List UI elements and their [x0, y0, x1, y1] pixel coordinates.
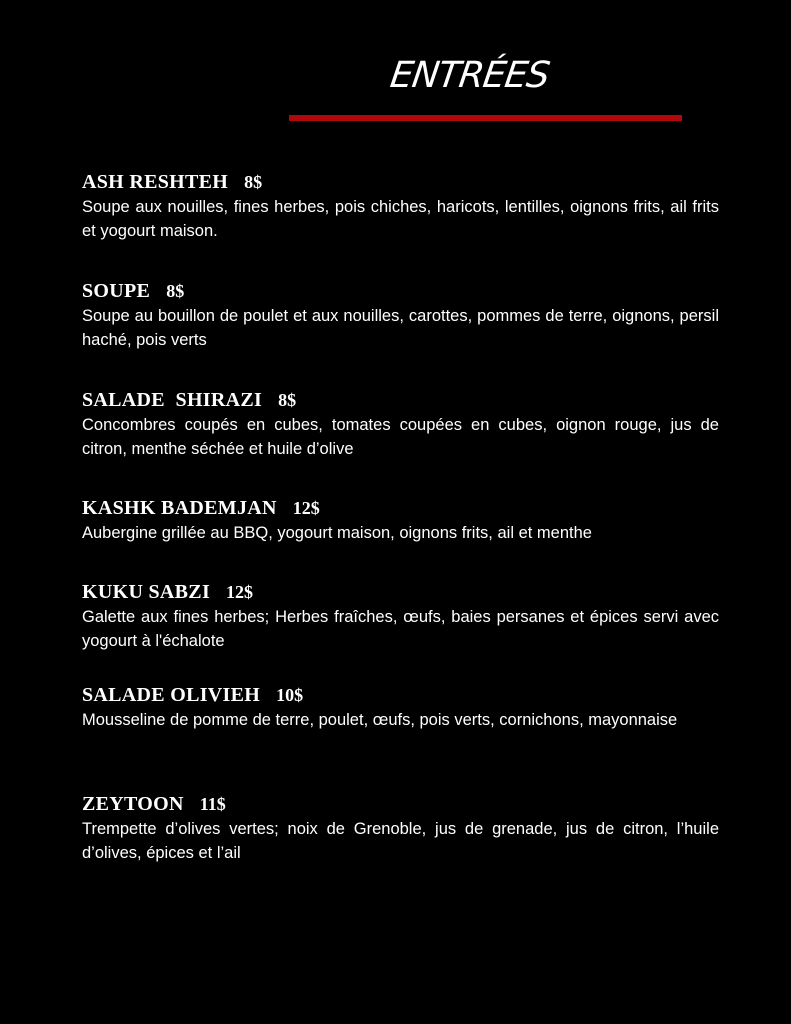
menu-item-price: 12$: [226, 582, 254, 602]
menu-item-price: 8$: [244, 172, 263, 192]
menu-item-zeytoon: [82, 792, 719, 865]
menu-item-soupe: [82, 279, 719, 352]
menu-item-description: Galette aux fines herbes; Herbes fraîches, œufs, baies persanes et épices servi avec yogourt à l'échalote: [82, 608, 719, 650]
page-title: ENTRÉES: [387, 55, 552, 96]
menu-item-kashk-bademjan: [82, 496, 719, 545]
menu-item-name: SALADE SHIRAZI: [82, 389, 263, 411]
menu-item-ash-reshteh: [82, 170, 719, 243]
menu-item-name: ZEYTOON: [82, 793, 184, 815]
menu-item-name: KASHK BADEMJAN: [82, 497, 277, 519]
menu-item-header: [82, 683, 719, 707]
menu-item-name: SOUPE: [82, 280, 151, 302]
menu-item-price: 10$: [276, 685, 304, 705]
menu-item-description: Soupe aux nouilles, fines herbes, pois chiches, haricots, lentilles, oignons frits, ail frits et yogourt maison.: [82, 198, 719, 240]
title-underline: [289, 115, 682, 121]
menu-item-name: ASH RESHTEH: [82, 171, 229, 193]
menu-item-kuku-sabzi: [82, 580, 719, 653]
menu-item-description: Trempette d’olives vertes; noix de Grenoble, jus de grenade, jus de citron, l’huile d’olives, épices et l’ail: [82, 820, 719, 862]
menu-item-name: SALADE OLIVIEH: [82, 684, 261, 706]
menu-item-header: [82, 580, 719, 604]
menu-item-description: Concombres coupés en cubes, tomates coupées en cubes, oignon rouge, jus de citron, menthe séchée et huile d’olive: [82, 416, 719, 458]
menu-item-description: Soupe au bouillon de poulet et aux nouilles, carottes, pommes de terre, oignons, persil haché, pois verts: [82, 307, 719, 349]
menu-item-salade-olivieh: [82, 683, 719, 732]
menu-item-header: [82, 279, 719, 303]
menu-item-price: 12$: [292, 498, 320, 518]
menu-item-header: [82, 496, 719, 520]
menu-item-header: [82, 170, 719, 194]
menu-item-header: [82, 388, 719, 412]
menu-item-price: 8$: [166, 281, 185, 301]
menu-item-price: 8$: [278, 390, 297, 410]
menu-item-name: KUKU SABZI: [82, 581, 211, 603]
menu-item-description: Mousseline de pomme de terre, poulet, œufs, pois verts, cornichons, mayonnaise: [82, 711, 678, 729]
menu-item-header: [82, 792, 719, 816]
menu-item-salade-shirazi: [82, 388, 719, 461]
menu-item-price: 11$: [199, 794, 226, 814]
menu-item-description: Aubergine grillée au BBQ, yogourt maison, oignons frits, ail et menthe: [82, 524, 592, 542]
